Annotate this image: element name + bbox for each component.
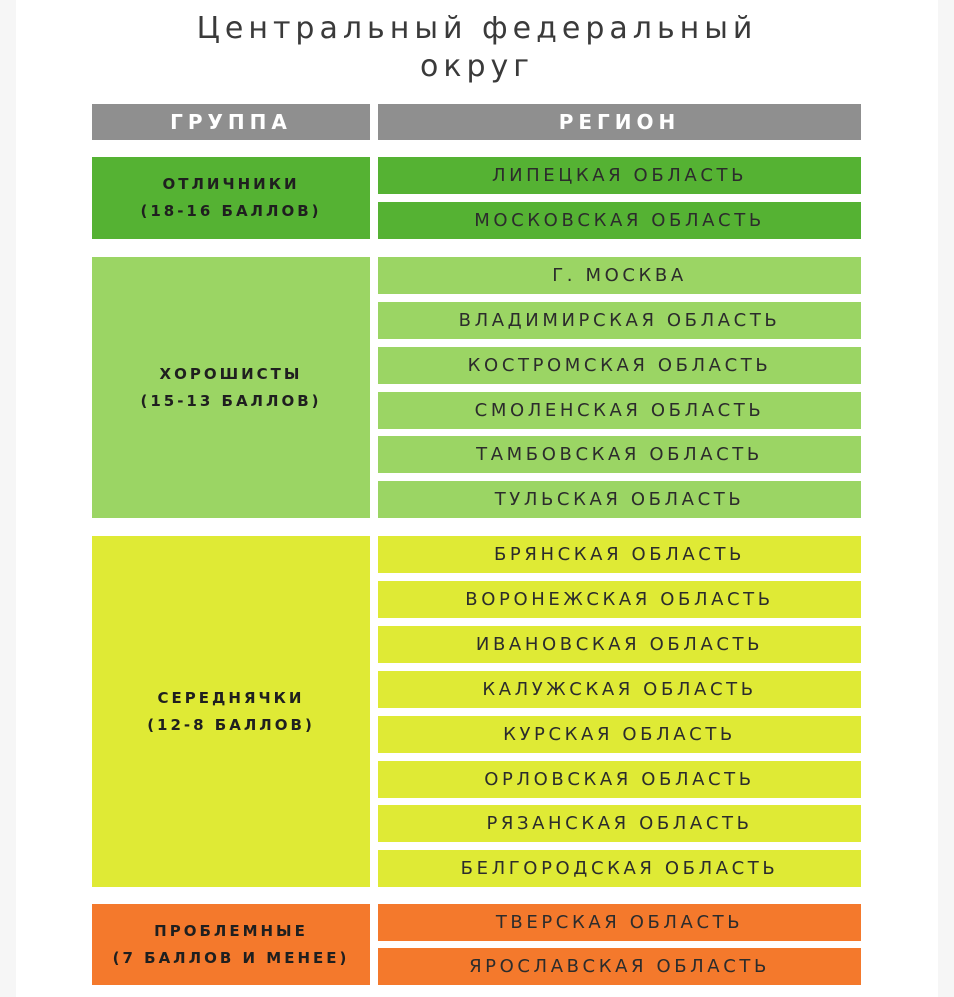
region-row: ТУЛЬСКАЯ ОБЛАСТЬ: [378, 481, 861, 518]
region-row: Г. МОСКВА: [378, 257, 861, 294]
group-name: ХОРОШИСТЫ: [159, 364, 303, 383]
right-margin: [938, 0, 954, 997]
column-header-group: ГРУППА: [92, 104, 370, 140]
page-title: [0, 10, 954, 86]
group-excellent: [92, 157, 370, 239]
group-score: (7 БАЛЛОВ И МЕНЕЕ): [112, 948, 350, 967]
group-score: (18-16 БАЛЛОВ): [140, 202, 322, 220]
title-line-2: округ: [419, 49, 535, 84]
region-row: БЕЛГОРОДСКАЯ ОБЛАСТЬ: [378, 850, 861, 887]
title-line-1: Центральный федеральный: [196, 11, 758, 46]
region-row: ЛИПЕЦКАЯ ОБЛАСТЬ: [378, 157, 861, 194]
group-name: СЕРЕДНЯЧКИ: [157, 688, 305, 707]
group-good: [92, 257, 370, 518]
region-row: ВЛАДИМИРСКАЯ ОБЛАСТЬ: [378, 302, 861, 339]
region-row: ИВАНОВСКАЯ ОБЛАСТЬ: [378, 626, 861, 663]
region-row: ТВЕРСКАЯ ОБЛАСТЬ: [378, 904, 861, 941]
group-name: ПРОБЛЕМНЫЕ: [154, 921, 308, 940]
group-name: ОТЛИЧНИКИ: [162, 175, 300, 193]
column-header-region: РЕГИОН: [378, 104, 861, 140]
region-row: КОСТРОМСКАЯ ОБЛАСТЬ: [378, 347, 861, 384]
group-problem: [92, 904, 370, 985]
region-row: КУРСКАЯ ОБЛАСТЬ: [378, 716, 861, 753]
left-margin: [0, 0, 16, 997]
region-row: ВОРОНЕЖСКАЯ ОБЛАСТЬ: [378, 581, 861, 618]
group-score: (12-8 БАЛЛОВ): [147, 715, 315, 734]
region-row: ТАМБОВСКАЯ ОБЛАСТЬ: [378, 436, 861, 473]
region-row: ОРЛОВСКАЯ ОБЛАСТЬ: [378, 761, 861, 798]
group-average: [92, 536, 370, 887]
region-row: МОСКОВСКАЯ ОБЛАСТЬ: [378, 202, 861, 239]
region-row: КАЛУЖСКАЯ ОБЛАСТЬ: [378, 671, 861, 708]
region-row: РЯЗАНСКАЯ ОБЛАСТЬ: [378, 805, 861, 842]
region-row: СМОЛЕНСКАЯ ОБЛАСТЬ: [378, 392, 861, 429]
region-row: БРЯНСКАЯ ОБЛАСТЬ: [378, 536, 861, 573]
group-score: (15-13 БАЛЛОВ): [140, 391, 322, 410]
region-row: ЯРОСЛАВСКАЯ ОБЛАСТЬ: [378, 948, 861, 985]
